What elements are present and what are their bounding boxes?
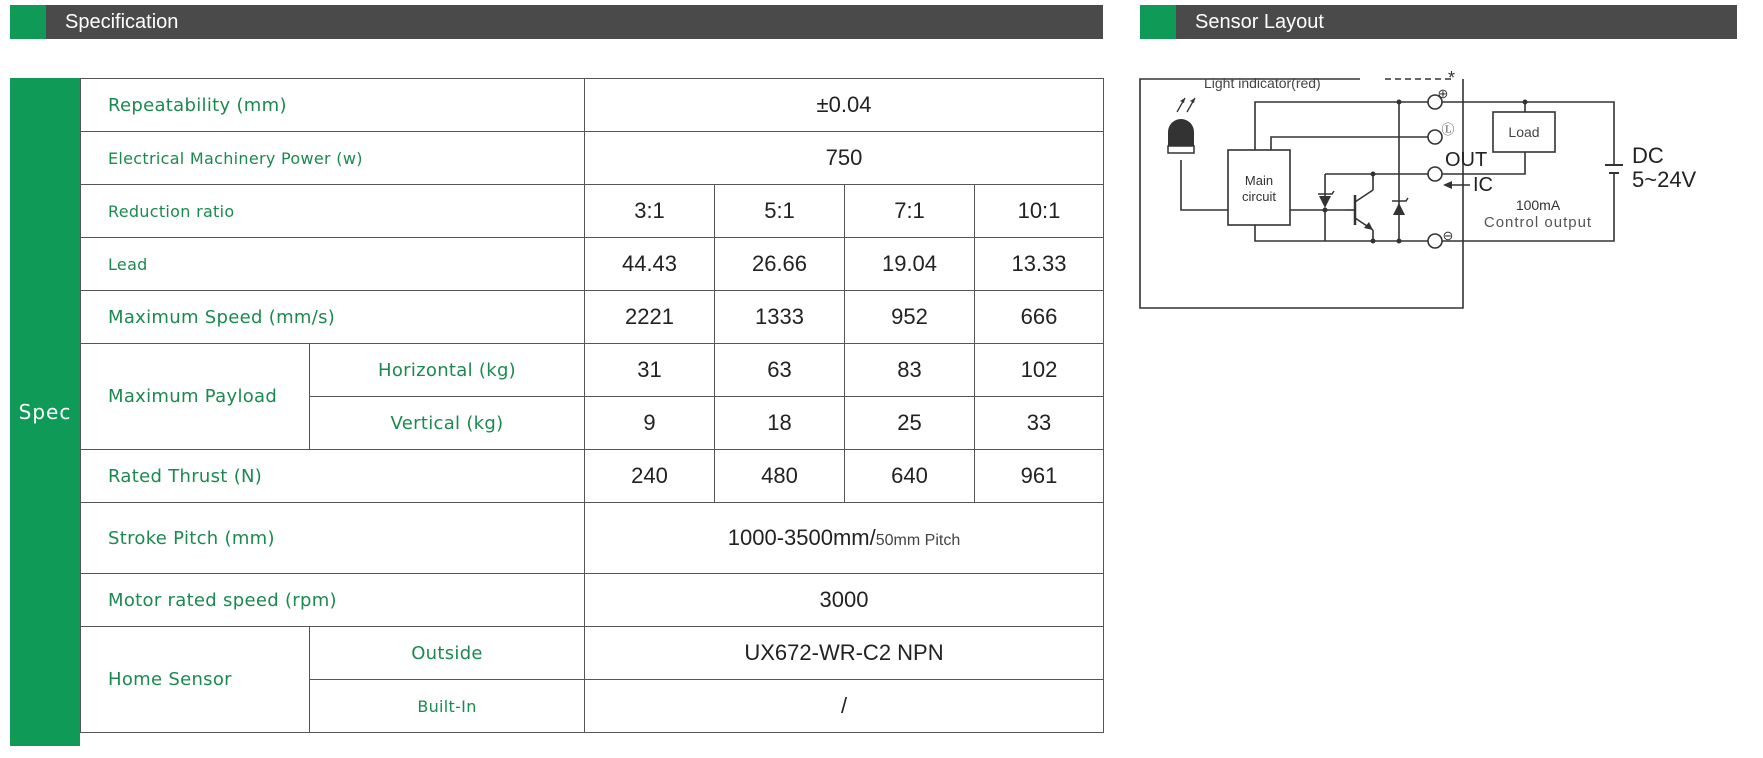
table-row: [81, 627, 1104, 680]
table-row: [81, 450, 1104, 503]
row-value: /: [585, 680, 1104, 733]
row-value: 750: [585, 132, 1104, 185]
main-power-wire: [1255, 102, 1429, 150]
junction-dot: [1323, 208, 1328, 213]
cell-value: 102: [975, 344, 1104, 397]
row-value: 3000: [585, 574, 1104, 627]
cell-value: 480: [715, 450, 845, 503]
spec-side-label: Spec: [10, 78, 80, 746]
row-value: [585, 503, 1104, 574]
row-label: Maximum Speed (mm/s): [81, 291, 585, 344]
sub-label: Vertical (kg): [310, 397, 585, 450]
cell-value: 3:1: [585, 185, 715, 238]
row-value: ±0.04: [585, 79, 1104, 132]
circuit-svg: [1135, 70, 1763, 320]
specification-title: Specification: [65, 11, 179, 33]
stroke-pitch-note: 50mm Pitch: [875, 532, 961, 549]
led-indicator-icon: [1168, 98, 1195, 153]
row-label: Home Sensor: [81, 627, 310, 733]
dc-label: DC: [1632, 143, 1664, 168]
row-label: Motor rated speed (rpm): [81, 574, 585, 627]
sub-label: Built-In: [310, 680, 585, 733]
row-label: Lead: [81, 238, 585, 291]
l-symbol: Ⓛ: [1441, 122, 1455, 137]
row-label: Repeatability (mm): [81, 79, 585, 132]
header-accent: [10, 5, 46, 39]
junction-dot: [1523, 100, 1528, 105]
cell-value: 952: [845, 291, 975, 344]
supply-minus-wire: [1442, 185, 1614, 241]
out-terminal: [1428, 167, 1442, 181]
load-label: Load: [1508, 124, 1540, 140]
junction-dot: [1371, 239, 1376, 244]
main-l-wire: [1271, 137, 1429, 150]
sensor-circuit-diagram: [1135, 70, 1763, 320]
table-row: [81, 344, 1104, 397]
cell-value: 9: [585, 397, 715, 450]
row-value: UX672-WR-C2 NPN: [585, 627, 1104, 680]
row-label: Maximum Payload: [81, 344, 310, 450]
table-row: [81, 238, 1104, 291]
cell-value: 18: [715, 397, 845, 450]
ic-arrow-head: [1443, 181, 1452, 189]
voltage-label: 5~24V: [1632, 167, 1697, 192]
zener-diode-bar: [1392, 198, 1408, 201]
cell-value: 44.43: [585, 238, 715, 291]
stroke-range: 1000-3500mm/: [727, 525, 876, 550]
sub-label: Horizontal (kg): [310, 344, 585, 397]
out-label: OUT: [1445, 149, 1488, 171]
cell-value: 5:1: [715, 185, 845, 238]
cell-value: 19.04: [845, 238, 975, 291]
table-row: [81, 132, 1104, 185]
minus-symbol: ⊖: [1442, 228, 1454, 243]
zener-diode-icon: [1393, 203, 1405, 215]
sub-label: Outside: [310, 627, 585, 680]
header-accent: [1140, 5, 1176, 39]
specification-table: [80, 78, 1104, 733]
sensor-housing-outline: [1140, 79, 1463, 308]
main-circuit-label-1: Main: [1244, 173, 1274, 188]
minus-terminal: [1428, 234, 1442, 248]
cell-value: 961: [975, 450, 1104, 503]
cell-value: 31: [585, 344, 715, 397]
cell-value: 25: [845, 397, 975, 450]
cell-value: 33: [975, 397, 1104, 450]
cell-value: 2221: [585, 291, 715, 344]
sensor-layout-title: Sensor Layout: [1195, 11, 1324, 33]
sensor-layout-header: [1140, 5, 1737, 39]
cell-value: 7:1: [845, 185, 975, 238]
row-label: Electrical Machinery Power (w): [81, 132, 585, 185]
cell-value: 83: [845, 344, 975, 397]
cell-value: 10:1: [975, 185, 1104, 238]
transistor-collector: [1355, 190, 1373, 202]
zener-diode-bar: [1318, 191, 1334, 194]
row-label: Reduction ratio: [81, 185, 585, 238]
cell-value: 63: [715, 344, 845, 397]
cell-value: 13.33: [975, 238, 1104, 291]
zener-diode-icon: [1319, 196, 1331, 208]
cell-value: 640: [845, 450, 975, 503]
emitter-arrow-icon: [1364, 222, 1373, 230]
junction-dot: [1371, 172, 1376, 177]
l-terminal: [1428, 130, 1442, 144]
table-row: [81, 574, 1104, 627]
current-label: 100mA: [1515, 197, 1561, 213]
row-label: Rated Thrust (N): [81, 450, 585, 503]
cell-value: 666: [975, 291, 1104, 344]
cell-value: 26.66: [715, 238, 845, 291]
indicator-wire: [1181, 160, 1228, 210]
plus-symbol: ⊕: [1437, 86, 1449, 101]
main-circuit-label-2: circuit: [1242, 189, 1276, 204]
ic-label: IC: [1473, 174, 1493, 196]
control-output-label: Control output: [1483, 214, 1593, 231]
table-row: [81, 185, 1104, 238]
table-row: [81, 79, 1104, 132]
main-ground-wire: [1255, 225, 1429, 241]
specification-header: [10, 5, 1103, 39]
light-indicator-label: Light indicator(red): [1204, 75, 1321, 91]
table-row: [81, 291, 1104, 344]
star-mark: *: [1448, 70, 1456, 88]
cell-value: 240: [585, 450, 715, 503]
junction-dot: [1397, 100, 1402, 105]
junction-dot: [1397, 239, 1402, 244]
row-label: Stroke Pitch (mm): [81, 503, 585, 574]
table-row: [81, 503, 1104, 574]
cell-value: 1333: [715, 291, 845, 344]
